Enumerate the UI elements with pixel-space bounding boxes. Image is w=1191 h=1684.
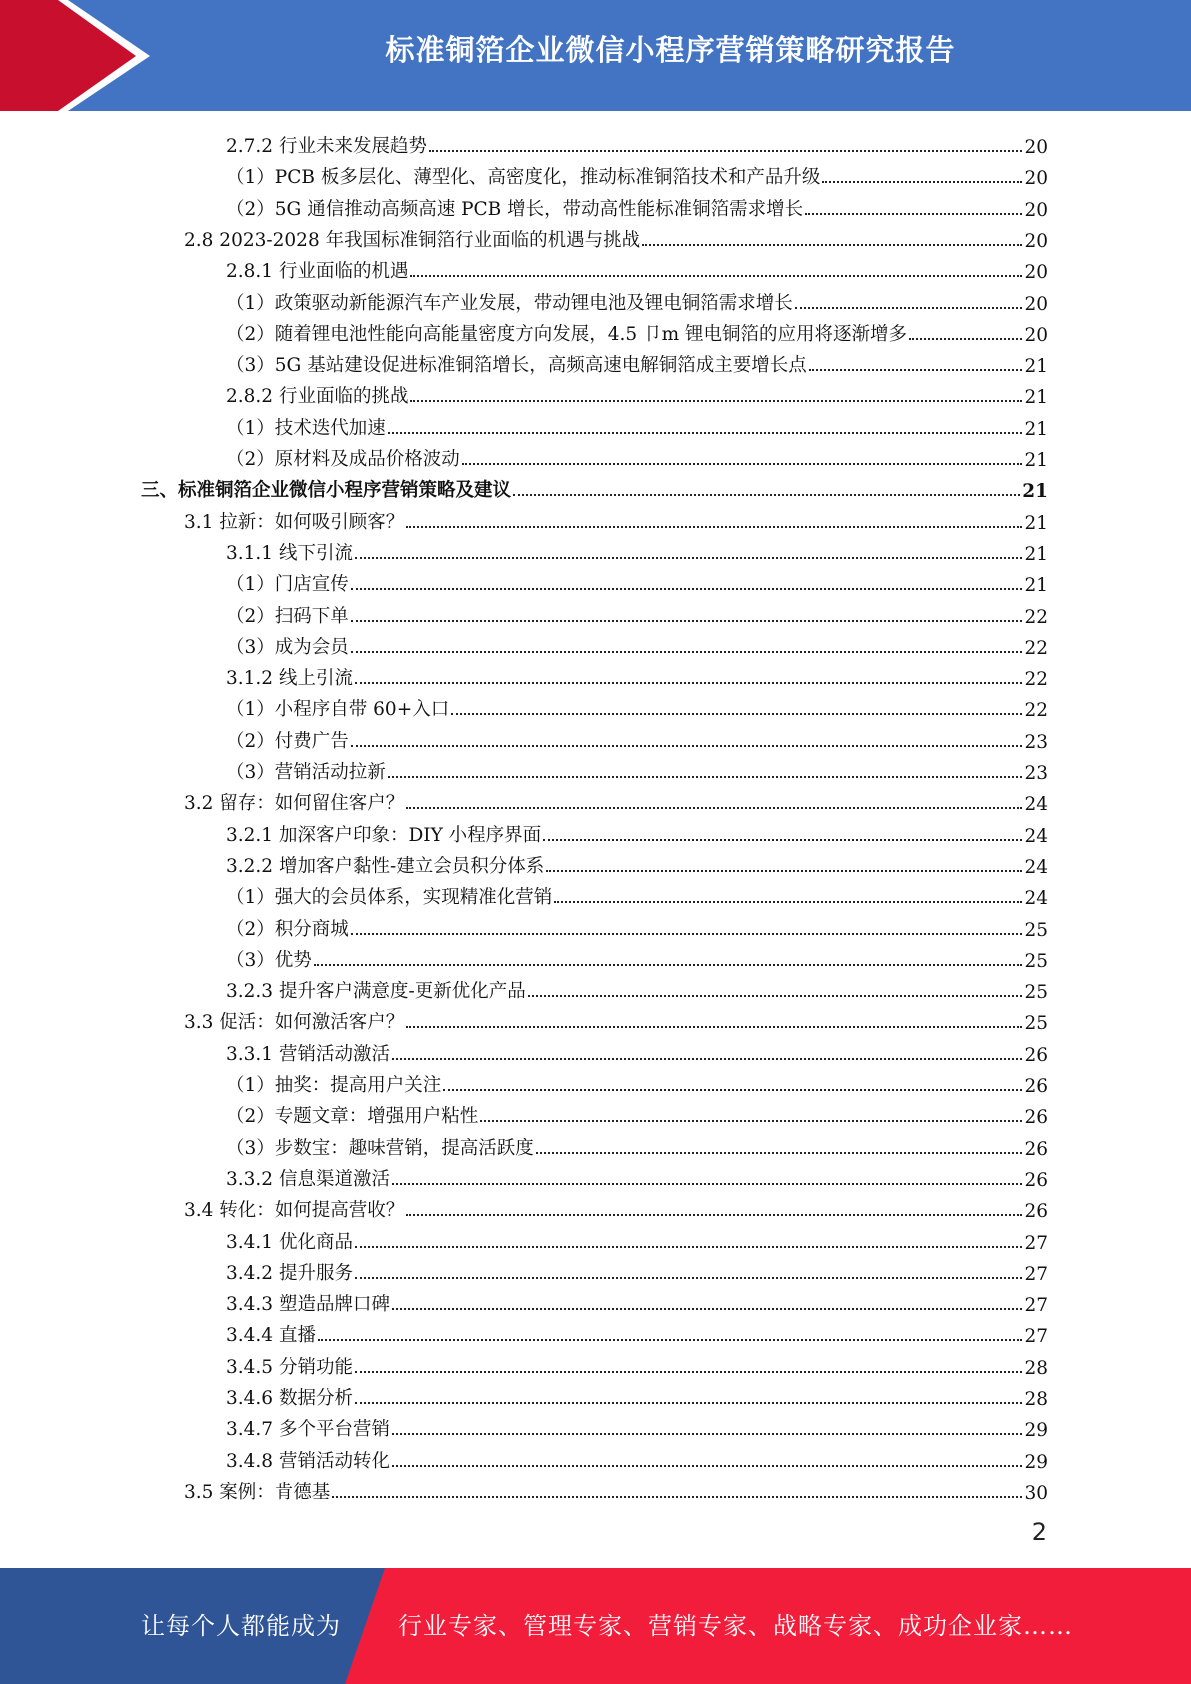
toc-dot-leader xyxy=(332,1495,1022,1498)
toc-entry-label: （1）PCB 板多层化、薄型化、高密度化，推动标准铜箔技术和产品升级 xyxy=(226,167,821,189)
toc-entry-label: 3.4.5 分销功能 xyxy=(226,1356,353,1378)
toc-entry-label: （2）随着锂电池性能向高能量密度方向发展，4.5 卩m 锂电铜箔的应用将逐渐增多 xyxy=(226,323,907,345)
toc-dot-leader xyxy=(392,1057,1022,1060)
toc-dot-leader xyxy=(805,212,1022,215)
toc-entry[interactable] xyxy=(141,471,1048,502)
toc-entry-page: 25 xyxy=(1024,950,1048,972)
toc-entry-page: 20 xyxy=(1024,324,1048,346)
toc-dot-leader xyxy=(406,1025,1022,1028)
toc-entry-label: （3）5G 基站建设促进标准铜箔增长，高频高速电解铜箔成主要增长点 xyxy=(226,355,807,377)
toc-entry-page: 27 xyxy=(1024,1232,1048,1254)
toc-entry-page: 27 xyxy=(1024,1295,1048,1317)
toc-entry[interactable] xyxy=(226,628,1048,659)
toc-dot-leader xyxy=(406,806,1022,809)
footer-slogan-right: 行业专家、管理专家、营销专家、战略专家、成功企业家…… xyxy=(398,1612,1073,1640)
toc-dot-leader xyxy=(355,1370,1023,1373)
toc-entry-label: （3）营销活动拉新 xyxy=(226,762,386,783)
toc-entry[interactable] xyxy=(226,1442,1048,1473)
toc-dot-leader xyxy=(406,1213,1022,1216)
toc-entry-label: （2）原材料及成品价格波动 xyxy=(226,449,460,470)
toc-entry-label: 3.4.2 提升服务 xyxy=(226,1262,353,1284)
toc-entry-label: （3）优势 xyxy=(226,949,312,971)
toc-entry[interactable] xyxy=(226,690,1048,721)
toc-dot-leader xyxy=(536,1151,1023,1154)
toc-entry-page: 23 xyxy=(1024,763,1048,784)
toc-dot-leader xyxy=(543,838,1022,841)
toc-entry-page: 26 xyxy=(1024,1044,1048,1066)
toc-entry-label: （1）强大的会员体系，实现精准化营销 xyxy=(226,887,553,909)
toc-entry[interactable] xyxy=(226,941,1048,972)
toc-dot-leader xyxy=(355,681,1023,684)
toc-entry-page: 26 xyxy=(1024,1201,1048,1223)
toc-entry-page: 25 xyxy=(1024,982,1048,1004)
toc-entry-label: 3.2.2 增加客户黏性-建立会员积分体系 xyxy=(226,855,545,877)
toc-dot-leader xyxy=(392,1464,1022,1467)
toc-entry[interactable] xyxy=(226,597,1048,628)
toc-entry-page: 29 xyxy=(1024,1420,1048,1442)
toc-entry-label: 3.4.3 塑造品牌口碑 xyxy=(226,1294,390,1316)
toc-entry-page: 20 xyxy=(1024,293,1048,315)
toc-entry-page: 20 xyxy=(1024,168,1048,190)
toc-entry[interactable] xyxy=(226,972,1048,1003)
toc-entry-page: 20 xyxy=(1024,262,1048,284)
red-chevron-icon xyxy=(0,0,160,111)
toc-dot-leader xyxy=(443,1088,1022,1091)
toc-entry-label: 3.2.1 加深客户印象：DIY 小程序界面 xyxy=(226,824,542,846)
toc-entry-page: 26 xyxy=(1024,1076,1048,1097)
toc-entry-page: 21 xyxy=(1024,450,1048,471)
toc-entry-page: 29 xyxy=(1024,1451,1048,1473)
toc-dot-leader xyxy=(451,712,1022,715)
toc-entry-label: 3.4.7 多个平台营销 xyxy=(226,1419,390,1441)
toc-dot-leader xyxy=(351,650,1023,653)
toc-dot-leader xyxy=(388,775,1023,778)
toc-entry-label: 3.4 转化：如何提高营收？ xyxy=(184,1200,405,1222)
toc-dot-leader xyxy=(528,994,1023,997)
toc-entry[interactable] xyxy=(226,190,1048,221)
toc-dot-leader xyxy=(410,274,1022,277)
toc-entry[interactable] xyxy=(184,1473,1048,1504)
toc-entry-page: 25 xyxy=(1024,1013,1048,1035)
toc-dot-leader xyxy=(351,619,1023,622)
toc-entry-label: （2）付费广告 xyxy=(226,730,349,752)
toc-entry-page: 28 xyxy=(1024,1389,1048,1410)
toc-entry-page: 20 xyxy=(1024,137,1048,158)
toc-entry-label: （2）扫码下单 xyxy=(226,605,349,627)
toc-entry-page: 21 xyxy=(1024,387,1048,409)
toc-entry[interactable] xyxy=(184,784,1048,815)
toc-entry[interactable] xyxy=(226,315,1048,346)
toc-entry-page: 20 xyxy=(1024,199,1048,221)
toc-entry[interactable] xyxy=(226,1066,1048,1097)
toc-entry-label: （2）积分商城 xyxy=(226,918,349,940)
toc-entry-page: 23 xyxy=(1024,731,1048,753)
toc-entry[interactable] xyxy=(226,816,1048,847)
toc-entry[interactable] xyxy=(184,1003,1048,1034)
toc-entry[interactable] xyxy=(226,878,1048,909)
toc-dot-leader xyxy=(351,744,1023,747)
toc-dot-leader xyxy=(480,1119,1022,1122)
toc-entry[interactable] xyxy=(226,847,1048,878)
toc-entry-label: （1）小程序自带 60+入口 xyxy=(226,699,450,721)
toc-dot-leader xyxy=(392,1182,1022,1185)
toc-dot-leader xyxy=(546,869,1022,872)
toc-entry[interactable] xyxy=(226,252,1048,283)
toc-entry-label: 2.8.2 行业面临的挑战 xyxy=(226,386,409,408)
toc-entry-label: 2.8.1 行业面临的机遇 xyxy=(226,261,409,283)
toc-dot-leader xyxy=(314,963,1023,966)
toc-entry-label: 2.8 2023-2028 年我国标准铜箔行业面临的机遇与挑战 xyxy=(184,229,641,251)
toc-entry-page: 22 xyxy=(1024,700,1048,722)
toc-entry[interactable] xyxy=(226,1254,1048,1285)
toc-entry[interactable] xyxy=(226,722,1048,753)
toc-dot-leader xyxy=(318,1338,1023,1341)
toc-entry[interactable] xyxy=(226,753,1048,784)
page-header xyxy=(0,0,1191,111)
toc-entry[interactable] xyxy=(226,158,1048,189)
toc-entry-label: （2）5G 通信推动高频高速 PCB 增长，带动高性能标准铜箔需求增长 xyxy=(226,198,804,220)
toc-entry-page: 22 xyxy=(1024,637,1048,659)
toc-entry-page: 21 xyxy=(1022,481,1048,503)
toc-entry[interactable] xyxy=(184,1191,1048,1222)
toc-entry[interactable] xyxy=(226,1223,1048,1254)
toc-entry-page: 21 xyxy=(1024,356,1048,378)
toc-entry-page: 21 xyxy=(1024,543,1048,565)
toc-dot-leader xyxy=(355,1276,1023,1279)
toc-entry-label: 3.3 促活：如何激活客户？ xyxy=(184,1012,405,1034)
toc-entry-label: （1）政策驱动新能源汽车产业发展，带动锂电池及锂电铜箔需求增长 xyxy=(226,292,793,314)
toc-entry[interactable] xyxy=(226,377,1048,408)
toc-dot-leader xyxy=(429,149,1022,152)
toc-entry-label: 3.2 留存：如何留住客户？ xyxy=(184,793,405,815)
toc-entry-label: 3.3.2 信息渠道激活 xyxy=(226,1168,390,1190)
toc-entry-page: 24 xyxy=(1024,856,1048,878)
toc-entry[interactable] xyxy=(226,346,1048,377)
toc-entry[interactable] xyxy=(226,440,1048,471)
toc-entry[interactable] xyxy=(226,659,1048,690)
toc-dot-leader xyxy=(388,431,1023,434)
toc-entry-page: 24 xyxy=(1024,888,1048,910)
toc-dot-leader xyxy=(406,525,1022,528)
toc-entry-label: 3.4.8 营销活动转化 xyxy=(226,1450,390,1472)
toc-dot-leader xyxy=(392,1307,1022,1310)
toc-entry-page: 30 xyxy=(1024,1482,1048,1504)
toc-entry-label: （1）抽奖：提高用户关注 xyxy=(226,1075,442,1096)
toc-entry-label: 3.2.3 提升客户满意度-更新优化产品 xyxy=(226,981,526,1003)
toc-dot-leader xyxy=(355,1401,1023,1404)
toc-entry[interactable] xyxy=(226,565,1048,596)
toc-entry[interactable] xyxy=(226,1285,1048,1316)
toc-entry[interactable] xyxy=(184,503,1048,534)
toc-dot-leader xyxy=(351,587,1023,590)
toc-entry[interactable] xyxy=(226,1129,1048,1160)
toc-entry-page: 27 xyxy=(1024,1326,1048,1348)
toc-dot-leader xyxy=(355,556,1023,559)
toc-entry-page: 21 xyxy=(1024,575,1048,597)
toc-dot-leader xyxy=(355,1245,1023,1248)
toc-entry-label: 3.4.1 优化商品 xyxy=(226,1231,353,1253)
toc-entry[interactable] xyxy=(226,1410,1048,1441)
toc-entry-page: 27 xyxy=(1024,1263,1048,1285)
toc-entry-page: 20 xyxy=(1024,230,1048,252)
toc-entry[interactable] xyxy=(226,284,1048,315)
toc-entry-label: 3.4.4 直播 xyxy=(226,1325,316,1347)
toc-dot-leader xyxy=(809,368,1023,371)
footer-slogan-left: 让每个人都能成为 xyxy=(141,1612,341,1640)
toc-entry-label: （1）技术迭代加速 xyxy=(226,417,386,439)
toc-dot-leader xyxy=(351,932,1023,935)
toc-entry-label: 3.5 案例：肯德基 xyxy=(184,1481,331,1503)
toc-entry-page: 24 xyxy=(1024,794,1048,816)
toc-entry[interactable] xyxy=(226,910,1048,941)
toc-entry-label: （1）门店宣传 xyxy=(226,574,349,596)
toc-entry[interactable] xyxy=(226,534,1048,565)
toc-entry-page: 22 xyxy=(1024,669,1048,691)
toc-entry-page: 26 xyxy=(1024,1169,1048,1191)
page-number: 2 xyxy=(1031,1518,1047,1546)
toc-entry-label: （2）专题文章：增强用户粘性 xyxy=(226,1106,479,1128)
toc-dot-leader xyxy=(822,180,1022,183)
toc-entry-label: （3）成为会员 xyxy=(226,636,349,658)
toc-entry[interactable] xyxy=(226,1316,1048,1347)
toc-entry[interactable] xyxy=(226,1035,1048,1066)
toc-entry-page: 22 xyxy=(1024,606,1048,628)
toc-entry-page: 26 xyxy=(1024,1107,1048,1129)
toc-dot-leader xyxy=(642,243,1022,246)
toc-entry-page: 25 xyxy=(1024,919,1048,941)
toc-entry-page: 21 xyxy=(1024,418,1048,440)
toc-entry-page: 26 xyxy=(1024,1138,1048,1160)
toc-entry-page: 28 xyxy=(1024,1357,1048,1379)
toc-entry-label: 3.4.6 数据分析 xyxy=(226,1388,353,1409)
toc-entry-label: 3.1.1 线下引流 xyxy=(226,542,353,564)
toc-dot-leader xyxy=(513,493,1020,496)
toc-dot-leader xyxy=(462,462,1023,465)
toc-dot-leader xyxy=(909,337,1022,340)
toc-entry-page: 24 xyxy=(1024,825,1048,847)
toc-entry-label: 2.7.2 行业未来发展趋势 xyxy=(226,136,427,157)
report-title: 标准铜箔企业微信小程序营销策略研究报告 xyxy=(385,33,956,67)
toc-entry[interactable] xyxy=(226,1160,1048,1191)
toc-entry[interactable] xyxy=(226,409,1048,440)
toc-entry-page: 21 xyxy=(1024,512,1048,534)
toc-entry[interactable] xyxy=(226,1097,1048,1128)
toc-dot-leader xyxy=(410,399,1022,402)
toc-entry-label: 三、标准铜箔企业微信小程序营销策略及建议 xyxy=(141,480,512,502)
toc-dot-leader xyxy=(392,1432,1022,1435)
toc-dot-leader xyxy=(554,900,1022,903)
page-footer xyxy=(0,1568,1191,1684)
toc-entry[interactable] xyxy=(184,221,1048,252)
toc-entry-label: 3.1.2 线上引流 xyxy=(226,668,353,690)
toc-entry-label: 3.3.1 营销活动激活 xyxy=(226,1043,390,1065)
toc-entry[interactable] xyxy=(226,1348,1048,1379)
toc-entry-label: 3.1 拉新：如何吸引顾客？ xyxy=(184,511,405,533)
toc-dot-leader xyxy=(795,306,1023,309)
toc-entry[interactable] xyxy=(226,127,1048,158)
toc-entry-label: （3）步数宝：趣味营销，提高活跃度 xyxy=(226,1137,534,1159)
toc-entry[interactable] xyxy=(226,1379,1048,1410)
